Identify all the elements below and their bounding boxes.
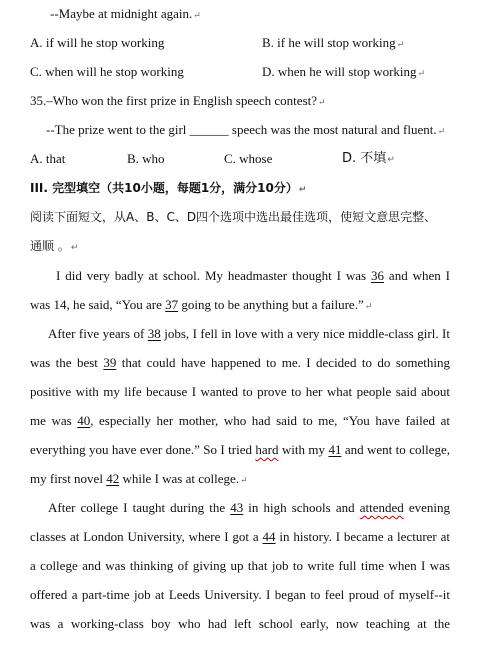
blank-42: 42 (106, 471, 120, 486)
blank-41: 41 (328, 442, 342, 457)
option-a: A. that (30, 151, 66, 166)
option-b: B. if he will stop working↵ (262, 35, 405, 50)
option-a: A. if will he stop working (30, 35, 165, 50)
passage-line: everything you have ever done.” So I tried hard with my 41 and went to college, (30, 442, 450, 457)
question-35-answer: --The prize went to the girl ______ speech was the most natural and fluent.↵ (46, 122, 446, 137)
blank-40: 40 (77, 413, 91, 428)
spelling-marked-word: attended (359, 500, 404, 515)
option-d: D. when he will stop working↵ (262, 64, 426, 79)
answer-blank: ______ (189, 122, 229, 137)
blank-44: 44 (262, 529, 276, 544)
passage-line: me was 40, especially her mother, who had said to me, “You have failed at (30, 413, 450, 428)
dialogue-line: --Maybe at midnight again.↵ (50, 6, 201, 21)
blank-36: 36 (371, 268, 385, 283)
passage-line: After college I taught during the 43 in high schools and attended evening (48, 500, 451, 515)
passage-line: was a working-class boy who had left school early, now teaching at the (30, 616, 450, 631)
blank-43: 43 (230, 500, 244, 515)
passage-line: After five years of 38 jobs, I fell in love with a very nice middle-class girl. It (48, 326, 450, 341)
section-heading: III. 完型填空（共10小题，每题1分，满分10分）↵ (30, 181, 307, 195)
spelling-marked-word: hard (255, 442, 279, 457)
blank-38: 38 (147, 326, 161, 341)
instruction-line: 阅读下面短文，从A、B、C、D四个选项中选出最佳选项，使短文意思完整、 (30, 210, 437, 224)
instruction-line: 通顺 。↵ (30, 239, 79, 253)
blank-39: 39 (103, 355, 117, 370)
option-c: C. whose (224, 151, 273, 166)
option-c: C. when will he stop working (30, 64, 184, 79)
passage-line: I did very badly at school. My headmaster thought I was 36 and when I (56, 268, 450, 283)
passage-line: classes at London University, where I got a 44 in history. I became a lecturer at (30, 529, 450, 544)
option-b: B. who (127, 151, 165, 166)
passage-line: a college and was thinking of giving up that job to write full time when I was (30, 558, 450, 573)
passage-line: my first novel 42 while I was at college.↵ (30, 471, 248, 486)
passage-line: offered a part-time job at Leeds University. I began to feel proud of myself--it (30, 587, 450, 602)
passage-line: was 14, he said, “You are 37 going to be anything but a failure.”↵ (30, 297, 373, 312)
blank-37: 37 (165, 297, 179, 312)
question-35: 35.–Who won the first prize in English speech contest?↵ (30, 93, 326, 108)
passage-line: positive with my life because I wanted to prove to her what people said about (30, 384, 450, 399)
option-d: D. 不填↵ (342, 151, 395, 166)
passage-line: was the best 39 that could have happened to me. I decided to do something (30, 355, 451, 370)
